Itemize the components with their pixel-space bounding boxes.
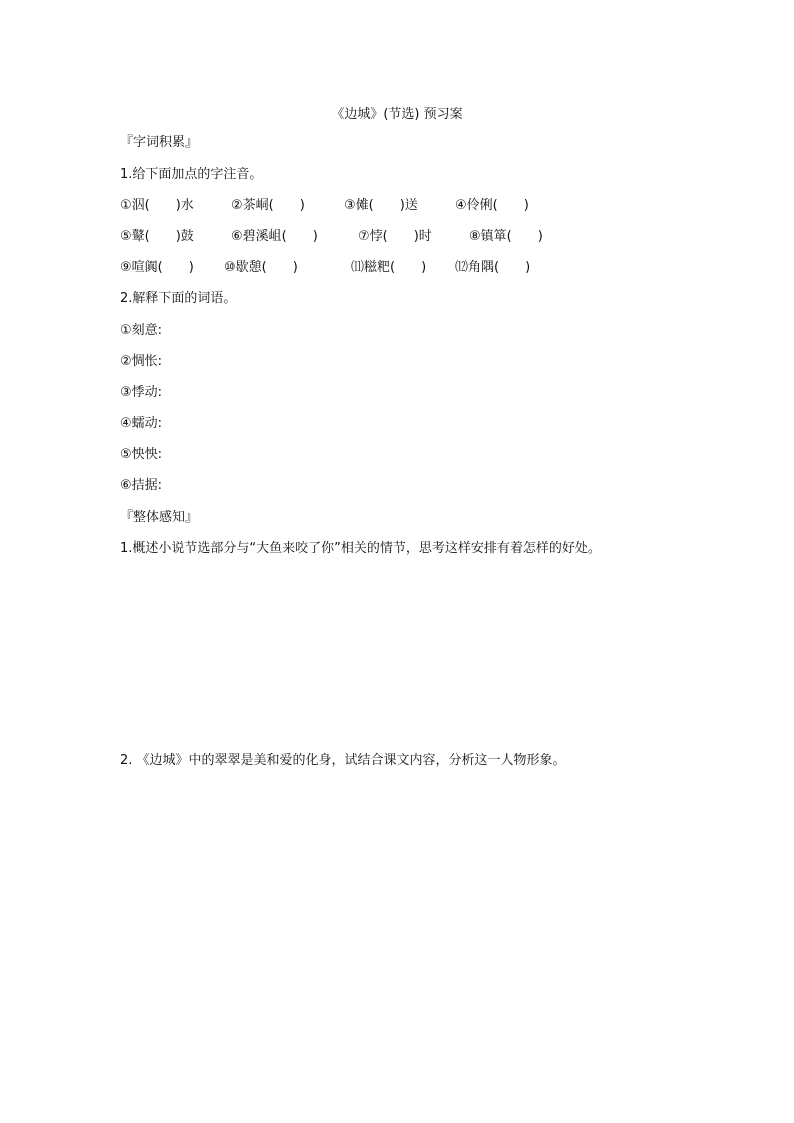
- question-1-prompt: 1.给下面加点的字注音。: [120, 167, 263, 182]
- overall-question-1: 1.概述小说节选部分与“大鱼来咬了你”相关的情节，思考这样安排有着怎样的好处。: [120, 541, 601, 556]
- overall-question-2: 2. 《边城》中的翠翠是美和爱的化身，试结合课文内容，分析这一人物形象。: [120, 753, 566, 768]
- section-heading-vocabulary: 『字词积累』: [120, 135, 199, 150]
- pronunciation-item: ②茶峒( ): [231, 198, 305, 213]
- question-2-prompt: 2.解释下面的词语。: [120, 291, 237, 306]
- pronunciation-item: ⑾糍粑( ): [351, 260, 427, 275]
- pronunciation-item: ⑥碧溪岨( ): [231, 229, 318, 244]
- vocab-item: ⑥拮据:: [120, 478, 163, 493]
- pronunciation-item: ⑿角隅( ): [455, 260, 531, 275]
- pronunciation-item: ①泅( )水: [120, 198, 194, 213]
- vocab-item: ②惆怅:: [120, 354, 163, 369]
- vocab-item: ⑤怏怏:: [120, 447, 163, 462]
- vocab-item: ①刻意:: [120, 323, 163, 338]
- pronunciation-item: ④伶俐( ): [455, 198, 529, 213]
- pronunciation-item: ⑨喧阗( ): [120, 260, 194, 275]
- vocab-item: ④蠕动:: [120, 416, 163, 431]
- pronunciation-item: ③傩( )送: [344, 198, 418, 213]
- vocab-item: ③悸动:: [120, 385, 163, 400]
- pronunciation-item: ⑧镇箪( ): [469, 229, 543, 244]
- pronunciation-item: ⑤鼙( )鼓: [120, 229, 194, 244]
- pronunciation-item: ⑩歇憩( ): [224, 260, 298, 275]
- section-heading-overall: 『整体感知』: [120, 510, 199, 525]
- pronunciation-item: ⑦悖( )时: [358, 229, 432, 244]
- document-title: 《边城》(节选) 预习案: [331, 107, 463, 122]
